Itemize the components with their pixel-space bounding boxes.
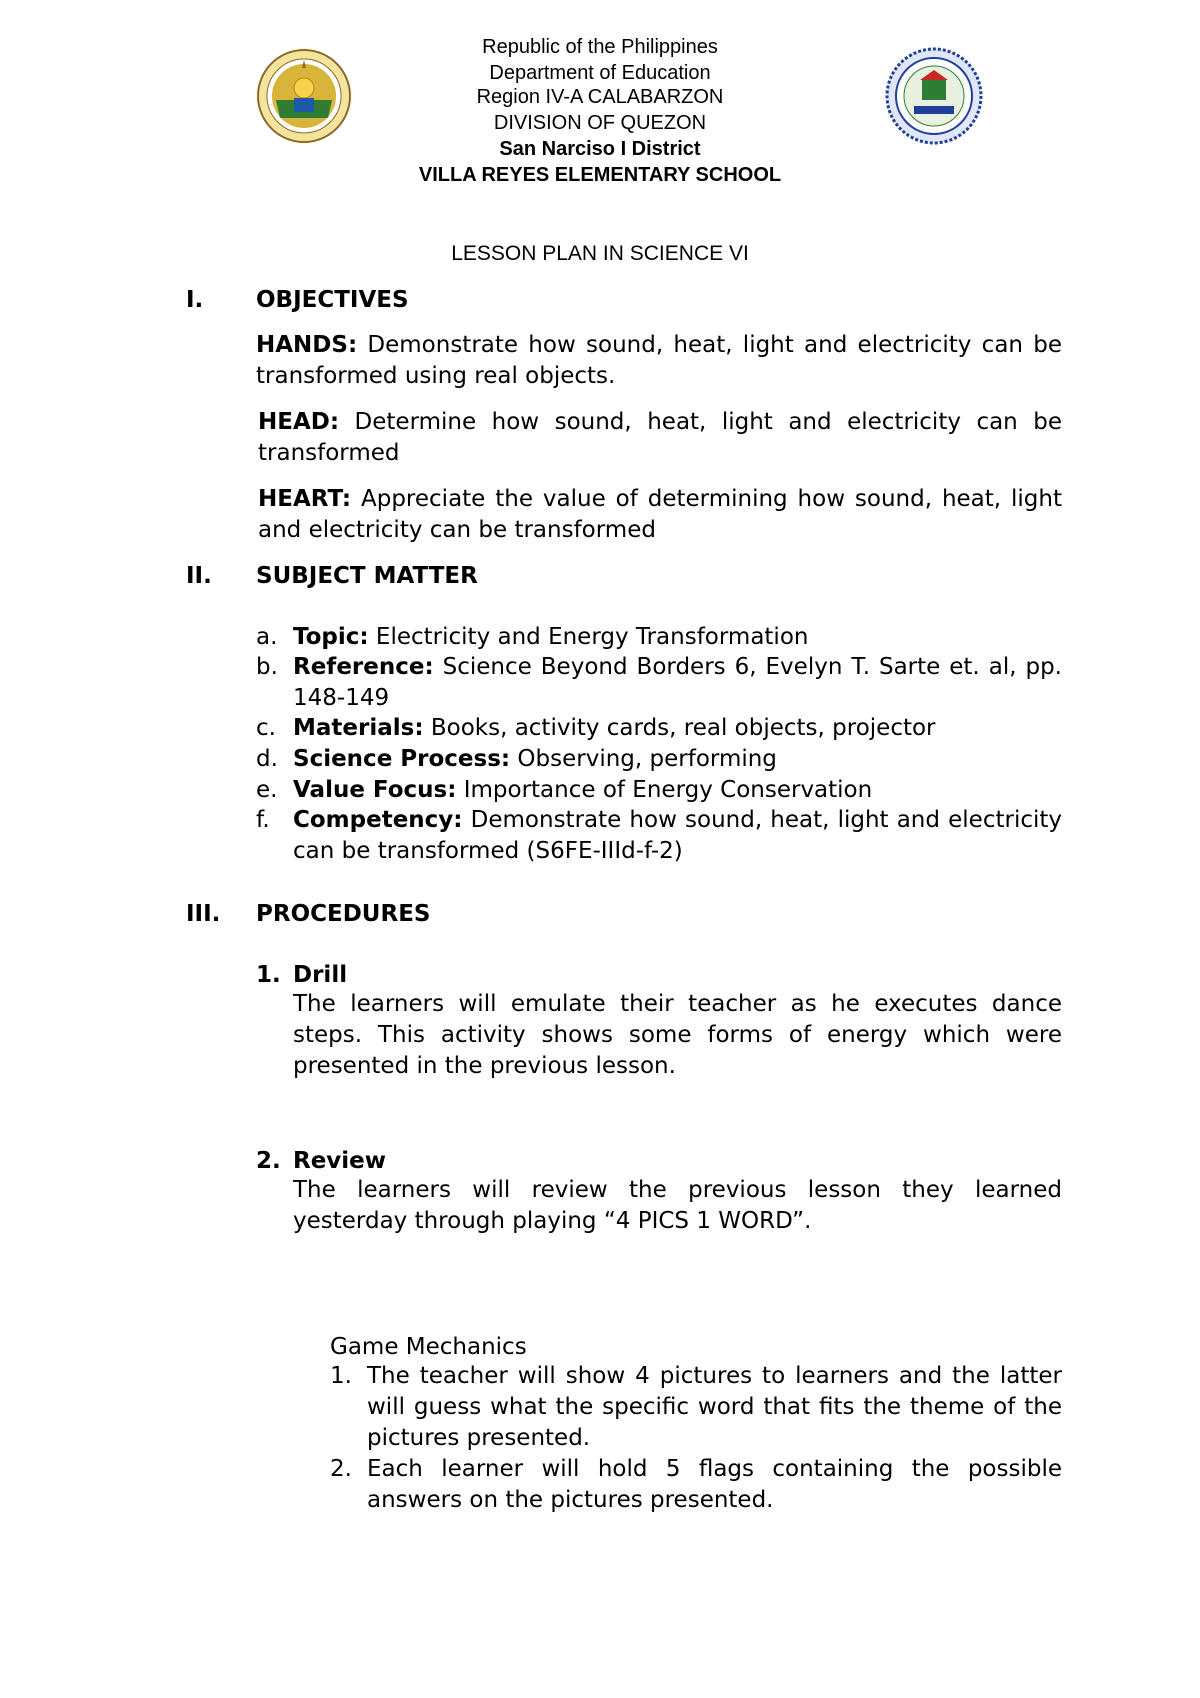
item-value: Electricity and Energy Transformation [368,624,809,650]
list-marker: 2. [330,1456,352,1482]
review-marker: 2. [256,1148,281,1174]
list-text [293,713,1062,744]
item-label: Science Process: [293,746,511,772]
review-title: Review [293,1148,387,1174]
list-marker: c. [256,715,276,741]
objective-heart [258,484,1062,546]
list-marker: b. [256,654,278,680]
drill-title: Drill [293,962,348,988]
list-text: Each learner will hold 5 flags containing the possible answers on the pictures presented. [367,1456,1062,1513]
drill-marker: 1. [256,962,281,988]
item-label: Reference: [293,654,434,680]
header-department: Department of Education [489,62,711,84]
objective-hands [256,330,1062,392]
objective-heart-text: Appreciate the value of determining how sound, heat, light and electricity can be transformed [258,486,1062,543]
header-division: DIVISION OF QUEZON [493,112,707,134]
list-text [293,652,1062,714]
list-marker: d. [256,746,278,772]
list-marker: a. [256,624,278,650]
item-label: Competency: [293,807,463,833]
game-mechanics-title: Game Mechanics [330,1334,527,1360]
section-title-procedures: PROCEDURES [256,901,431,927]
document-title: LESSON PLAN IN SCIENCE VI [451,242,749,265]
header-region: Region IV-A CALABARZON [476,86,724,108]
item-label: Topic: [293,624,369,650]
item-value: Books, activity cards, real objects, projector [423,715,936,741]
objective-heart-label: HEART: [258,486,352,512]
list-text [293,622,1062,653]
item-label: Value Focus: [293,777,457,803]
item-value: Importance of Energy Conservation [456,777,873,803]
objective-head-text: Determine how sound, heat, light and electricity can be transformed [258,409,1062,466]
list-text [293,805,1062,867]
item-label: Materials: [293,715,424,741]
list-text [293,775,1062,806]
review-text: The learners will review the previous lesson they learned yesterday through playing “4 PICS 1 WORD”. [293,1177,1062,1234]
section-title-objectives: OBJECTIVES [256,287,409,313]
item-value: Observing, performing [510,746,777,772]
list-marker: f. [256,807,270,833]
objective-head-label: HEAD: [258,409,340,435]
section-numeral-subject-matter: II. [186,563,212,589]
section-numeral-procedures: III. [186,901,221,927]
list-text [293,744,1062,775]
drill-text: The learners will emulate their teacher as he executes dance steps. This activity shows some forms of energy which were presented in the previous lesson. [293,991,1062,1079]
list-marker: 1. [330,1363,352,1389]
section-title-subject-matter: SUBJECT MATTER [256,563,478,589]
header-republic: Republic of the Philippines [482,36,718,58]
item-value: Demonstrate how sound, heat, light and electricity can be transformed (S6FE-IIId-f-2) [293,807,1062,864]
header-school: VILLA REYES ELEMENTARY SCHOOL [418,164,782,186]
item-value: Science Beyond Borders 6, Evelyn T. Sarte et. al, pp. 148-149 [293,654,1062,711]
section-numeral-objectives: I. [186,287,204,313]
list-marker: e. [256,777,278,803]
objective-hands-label: HANDS: [256,332,358,358]
list-text: The teacher will show 4 pictures to learners and the latter will guess what the specific word that fits the theme of the pictures presented. [367,1363,1062,1451]
objective-head [258,407,1062,469]
objective-hands-text: Demonstrate how sound, heat, light and electricity can be transformed using real objects. [256,332,1062,389]
header-district: San Narciso I District [499,138,701,160]
